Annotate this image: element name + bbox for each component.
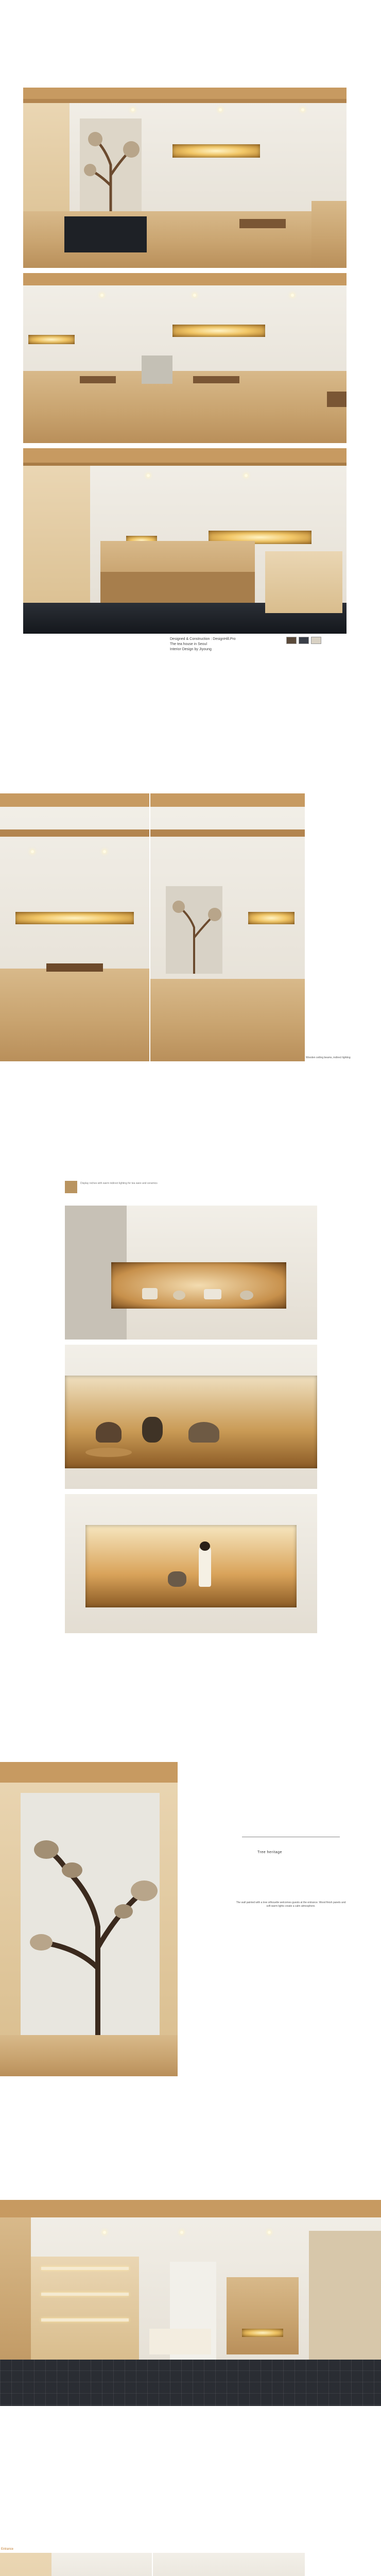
tree-painting-icon	[80, 118, 142, 211]
photo-ceiling-left	[0, 793, 149, 1061]
section-paragraph: The wall painted with a tree silhouette welcomes guests at the entrance. Wood finish panels and soft warm lights create a calm atmosphere.	[236, 1901, 346, 1908]
caption-line-3: Interior Design by Jiyoung	[170, 648, 212, 651]
section-title: Tree heritage	[257, 1851, 282, 1854]
caption-ceiling: Wooden ceiling beams, indirect lighting	[306, 1056, 351, 1059]
photo-room-niche-wall	[23, 273, 347, 443]
thumbnail-2	[299, 637, 309, 644]
photo-shop-interior	[0, 2200, 381, 2406]
tree-mural-icon	[21, 1793, 160, 2035]
photo-niche-figure	[65, 1494, 317, 1633]
caption-line-1: Designed & Construction : DesignHill.Pro	[170, 637, 236, 641]
photo-ceiling-right	[150, 793, 305, 1061]
thumbnail-1	[286, 637, 297, 644]
tree-painting-icon	[166, 886, 222, 974]
caption-line-2: The tea house in Seoul	[170, 642, 207, 646]
thumbnail-3	[311, 637, 321, 644]
small-thumbnail	[65, 1181, 77, 1193]
photo-entrance-right	[153, 2553, 305, 2576]
photo-room-tree-wall	[23, 88, 347, 268]
photo-niche-ceramics	[65, 1206, 317, 1340]
photo-entrance-left	[0, 2553, 152, 2576]
entrance-label: Entrance	[1, 2548, 14, 2551]
photo-tree-wall	[0, 1762, 178, 2076]
caption-niches: Display niches with warm indirect lighting for tea ware and ceramics	[80, 1182, 158, 1185]
photo-niche-teapots	[65, 1345, 317, 1489]
photo-room-counter	[23, 448, 347, 634]
